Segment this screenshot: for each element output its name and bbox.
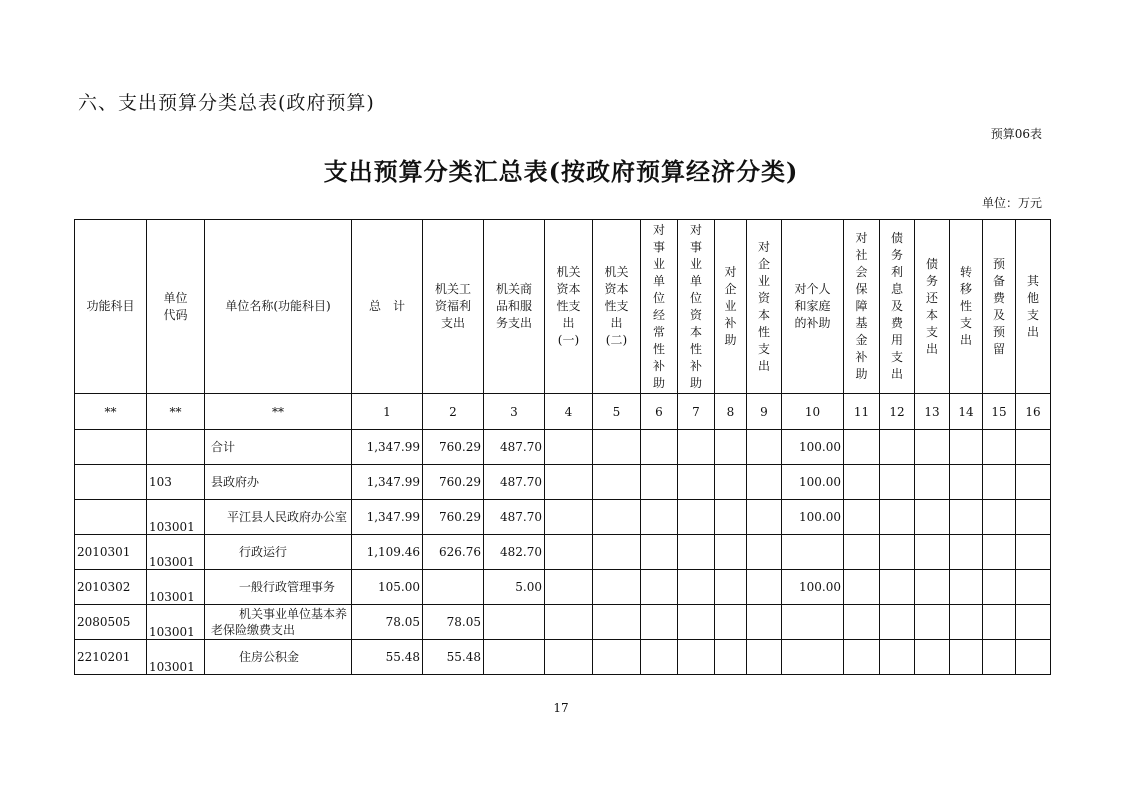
col-10-cell [782, 535, 844, 570]
empty-cell [880, 430, 915, 465]
empty-cell [678, 430, 715, 465]
index-cell: 2 [423, 394, 484, 430]
col-3-cell: 487.70 [484, 430, 545, 465]
empty-cell [545, 570, 593, 605]
empty-cell [678, 570, 715, 605]
unit-name-cell: 合计 [205, 430, 352, 465]
total-cell: 1,347.99 [352, 430, 423, 465]
table-row [75, 640, 1051, 675]
header-col-16: 其他支出 [1016, 220, 1051, 394]
col-3-cell [484, 605, 545, 640]
empty-cell [950, 500, 983, 535]
empty-cell [915, 465, 950, 500]
empty-cell [880, 535, 915, 570]
index-cell: 8 [715, 394, 747, 430]
empty-cell [593, 570, 641, 605]
unit-code-cell: 103 [147, 465, 205, 500]
empty-cell [844, 465, 880, 500]
empty-cell [950, 640, 983, 675]
index-cell: 1 [352, 394, 423, 430]
index-cell: 5 [593, 394, 641, 430]
budget-table [74, 219, 1051, 675]
column-index-row [75, 394, 1051, 430]
col-10-cell: 100.00 [782, 430, 844, 465]
empty-cell [1016, 640, 1051, 675]
empty-cell [844, 430, 880, 465]
empty-cell [715, 605, 747, 640]
empty-cell [678, 500, 715, 535]
empty-cell [641, 640, 678, 675]
empty-cell [641, 465, 678, 500]
empty-cell [545, 535, 593, 570]
col-10-cell: 100.00 [782, 465, 844, 500]
empty-cell [983, 535, 1016, 570]
empty-cell [678, 605, 715, 640]
unit-code-cell: 103001 [147, 605, 205, 640]
func-code-cell: 2210201 [75, 640, 147, 675]
empty-cell [1016, 500, 1051, 535]
header-unit-name: 单位名称(功能科目) [205, 220, 352, 394]
header-col-10: 对个人 和家庭 的补助 [782, 220, 844, 394]
unit-label: 单位：万元 [981, 196, 1042, 210]
unit-name-cell: 县政府办 [205, 465, 352, 500]
table-row [75, 535, 1051, 570]
table-row [75, 500, 1051, 535]
total-cell: 105.00 [352, 570, 423, 605]
total-cell: 1,347.99 [352, 465, 423, 500]
empty-cell [880, 465, 915, 500]
empty-cell [983, 500, 1016, 535]
col-2-cell: 78.05 [423, 605, 484, 640]
empty-cell [915, 535, 950, 570]
index-cell: 10 [782, 394, 844, 430]
col-2-cell: 760.29 [423, 465, 484, 500]
header-col-3: 机关商 品和服 务支出 [484, 220, 545, 394]
empty-cell [950, 570, 983, 605]
empty-cell [715, 500, 747, 535]
empty-cell [1016, 570, 1051, 605]
col-3-cell: 487.70 [484, 465, 545, 500]
empty-cell [641, 430, 678, 465]
index-cell: ** [147, 394, 205, 430]
func-code-cell [75, 465, 147, 500]
col-2-cell [423, 570, 484, 605]
col-3-cell [484, 640, 545, 675]
index-cell: 16 [1016, 394, 1051, 430]
page-title: 支出预算分类汇总表(按政府预算经济分类) [323, 157, 799, 186]
empty-cell [593, 605, 641, 640]
empty-cell [747, 500, 782, 535]
func-code-cell: 2010302 [75, 570, 147, 605]
empty-cell [983, 430, 1016, 465]
empty-cell [747, 570, 782, 605]
empty-cell [545, 465, 593, 500]
empty-cell [747, 535, 782, 570]
header-col-5: 机关 资本 性支 出 (二) [593, 220, 641, 394]
empty-cell [915, 430, 950, 465]
empty-cell [641, 500, 678, 535]
unit-code-cell: 103001 [147, 535, 205, 570]
total-cell: 1,109.46 [352, 535, 423, 570]
table-row [75, 465, 1051, 500]
empty-cell [915, 500, 950, 535]
empty-cell [844, 500, 880, 535]
empty-cell [593, 430, 641, 465]
empty-cell [641, 605, 678, 640]
total-cell: 1,347.99 [352, 500, 423, 535]
header-col-4: 机关 资本 性支 出 (一) [545, 220, 593, 394]
empty-cell [880, 605, 915, 640]
empty-cell [983, 570, 1016, 605]
empty-cell [915, 605, 950, 640]
unit-name-cell: 机关事业单位基本养老保险缴费支出 [205, 605, 352, 640]
header-col-6: 对事业单位经常性补助 [641, 220, 678, 394]
func-code-cell: 2010301 [75, 535, 147, 570]
empty-cell [593, 535, 641, 570]
total-cell: 55.48 [352, 640, 423, 675]
unit-name-cell: 平江县人民政府办公室 [205, 500, 352, 535]
empty-cell [950, 430, 983, 465]
empty-cell [593, 500, 641, 535]
header-unit-code: 单位 代码 [147, 220, 205, 394]
index-cell: 13 [915, 394, 950, 430]
index-cell: 4 [545, 394, 593, 430]
index-cell: 7 [678, 394, 715, 430]
empty-cell [715, 465, 747, 500]
index-cell: 9 [747, 394, 782, 430]
empty-cell [844, 640, 880, 675]
empty-cell [983, 640, 1016, 675]
header-col-15: 预备费及预留 [983, 220, 1016, 394]
col-10-cell: 100.00 [782, 570, 844, 605]
unit-name-cell: 住房公积金 [205, 640, 352, 675]
empty-cell [1016, 605, 1051, 640]
empty-cell [593, 465, 641, 500]
empty-cell [715, 535, 747, 570]
empty-cell [880, 640, 915, 675]
index-cell: ** [205, 394, 352, 430]
col-2-cell: 626.76 [423, 535, 484, 570]
header-col-9: 对企业资本性支出 [747, 220, 782, 394]
index-cell: 6 [641, 394, 678, 430]
empty-cell [641, 535, 678, 570]
empty-cell [715, 640, 747, 675]
index-cell: 12 [880, 394, 915, 430]
empty-cell [545, 500, 593, 535]
col-2-cell: 760.29 [423, 430, 484, 465]
empty-cell [678, 465, 715, 500]
empty-cell [915, 640, 950, 675]
func-code-cell: 2080505 [75, 605, 147, 640]
header-col-13: 债务还本支出 [915, 220, 950, 394]
section-heading: 六、支出预算分类总表(政府预算) [78, 92, 375, 114]
empty-cell [844, 535, 880, 570]
index-cell: 3 [484, 394, 545, 430]
header-col-2: 机关工 资福利 支出 [423, 220, 484, 394]
empty-cell [678, 640, 715, 675]
empty-cell [1016, 430, 1051, 465]
empty-cell [715, 570, 747, 605]
unit-code-cell [147, 430, 205, 465]
empty-cell [678, 535, 715, 570]
unit-name-cell: 行政运行 [205, 535, 352, 570]
empty-cell [844, 570, 880, 605]
empty-cell [545, 640, 593, 675]
col-2-cell: 760.29 [423, 500, 484, 535]
col-10-cell [782, 605, 844, 640]
empty-cell [950, 535, 983, 570]
header-col-8: 对企业补助 [715, 220, 747, 394]
table-row [75, 570, 1051, 605]
col-3-cell: 482.70 [484, 535, 545, 570]
empty-cell [545, 430, 593, 465]
page-number: 17 [553, 701, 569, 715]
unit-code-cell: 103001 [147, 500, 205, 535]
unit-code-cell: 103001 [147, 640, 205, 675]
total-cell: 78.05 [352, 605, 423, 640]
index-cell: 15 [983, 394, 1016, 430]
header-col-11: 对社会保障基金补助 [844, 220, 880, 394]
table-row [75, 430, 1051, 465]
col-3-cell: 487.70 [484, 500, 545, 535]
index-cell: ** [75, 394, 147, 430]
header-col-7: 对事业单位资本性补助 [678, 220, 715, 394]
unit-code-cell: 103001 [147, 570, 205, 605]
col-10-cell [782, 640, 844, 675]
empty-cell [844, 605, 880, 640]
col-2-cell: 55.48 [423, 640, 484, 675]
empty-cell [915, 570, 950, 605]
empty-cell [950, 465, 983, 500]
header-total: 总 计 [352, 220, 423, 394]
empty-cell [715, 430, 747, 465]
empty-cell [983, 605, 1016, 640]
table-row [75, 605, 1051, 640]
empty-cell [747, 640, 782, 675]
empty-cell [747, 465, 782, 500]
empty-cell [545, 605, 593, 640]
empty-cell [950, 605, 983, 640]
func-code-cell [75, 430, 147, 465]
empty-cell [593, 640, 641, 675]
empty-cell [1016, 465, 1051, 500]
header-col-12: 债务利息及费用支出 [880, 220, 915, 394]
empty-cell [880, 500, 915, 535]
col-10-cell: 100.00 [782, 500, 844, 535]
empty-cell [747, 605, 782, 640]
index-cell: 14 [950, 394, 983, 430]
empty-cell [1016, 535, 1051, 570]
header-func-subject: 功能科目 [75, 220, 147, 394]
unit-name-cell: 一般行政管理事务 [205, 570, 352, 605]
empty-cell [641, 570, 678, 605]
empty-cell [880, 570, 915, 605]
header-col-14: 转移性支出 [950, 220, 983, 394]
table-number: 预算06表 [990, 127, 1042, 141]
index-cell: 11 [844, 394, 880, 430]
col-3-cell: 5.00 [484, 570, 545, 605]
header-row [75, 220, 1051, 394]
empty-cell [747, 430, 782, 465]
func-code-cell [75, 500, 147, 535]
empty-cell [983, 465, 1016, 500]
